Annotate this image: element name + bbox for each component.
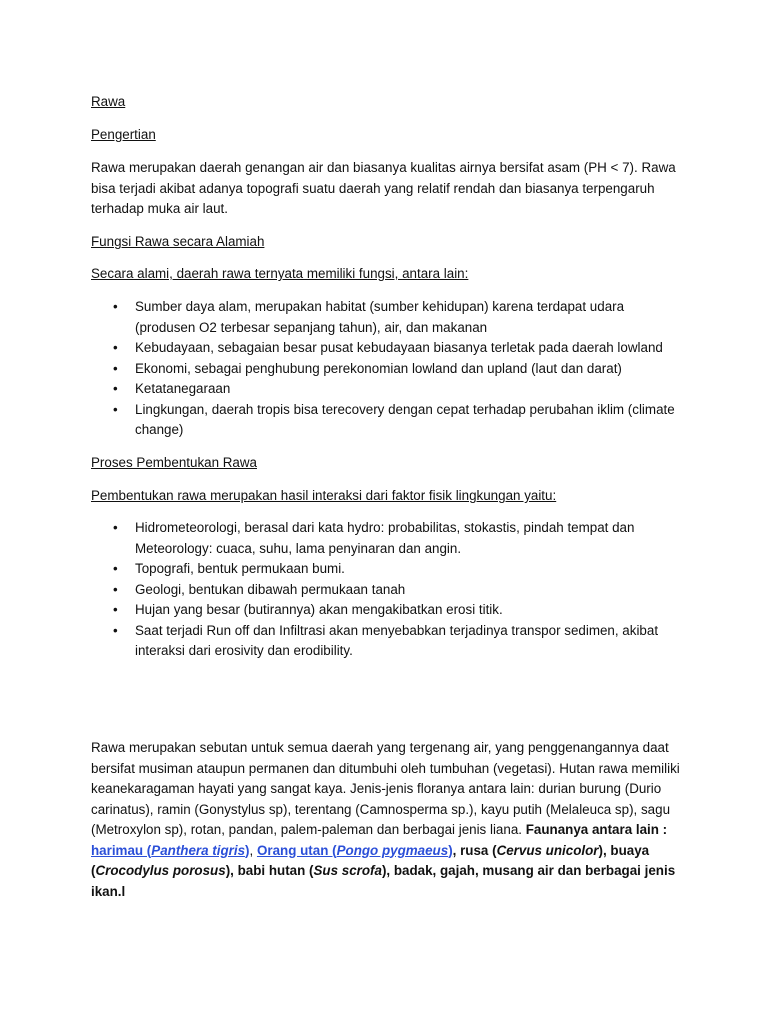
list-item: • Topografi, bentuk permukaan bumi. [91, 559, 681, 580]
bullet-icon: • [113, 340, 118, 355]
link-orang-utan[interactable]: Orang utan (Pongo pygmaeus) [256, 842, 453, 858]
list-item: • Saat terjadi Run off dan Infiltrasi akan menyebabkan terjadinya transpor sedimen, akibat interaksi dari erosivity dan erodibility. [113, 622, 659, 658]
bullet-icon: • [113, 602, 118, 617]
paragraph-rawa-hutan: Rawa merupakan sebutan untuk semua daerah yang tergenang air, yang penggenangannya daat bersifat musiman ataupun permanen dan ditumbuhi oleh tumbuhan (vegetasi). Hutan rawa memiliki keanekaragaman hayati yang sangat kaya. Jenis-jenis floranya antara lain: durian burung (Durio carinatus), ramin (Gonystylus sp), terentang (Camnosperma sp.), kayu putih (Melaleuca sp), sagu (Metroxylon sp), rotan, pandan, palem-paleman dan berbagai jenis liana. Faunanya antara lain : harimau (Panthera tigris), Orang utan (Pongo pygmaeus), rusa (Cervus unicolor), buaya (Crocodylus porosus), babi hutan (Sus scrofa), badak, gajah, musang air dan berbagai jenis ikan.l [91, 740, 680, 899]
subheading-proses: Pembentukan rawa merupakan hasil interaksi dari faktor fisik lingkungan yaitu: [91, 488, 557, 503]
heading-proses: Proses Pembentukan Rawa [91, 455, 257, 470]
bullet-icon: • [113, 381, 118, 396]
paragraph-pengertian: Rawa merupakan daerah genangan air dan biasanya kualitas airnya bersifat asam (PH < 7). Rawa bisa terjadi akibat adanya topografi suatu daerah yang relatif rendah dan biasanya terpengaruh terhadap muka air laut. [91, 160, 676, 216]
list-item: • Ketatanegaraan [91, 379, 681, 400]
document-title: Rawa [91, 94, 126, 109]
heading-fungsi: Fungsi Rawa secara Alamiah [91, 234, 265, 249]
list-item: • Kebudayaan, sebagaian besar pusat kebudayaan biasanya terletak pada daerah lowland [91, 338, 681, 359]
fauna-rest: , rusa (Cervus unicolor), buaya (Crocodylus porosus), babi hutan (Sus scrofa), badak, gajah, musang air dan berbagai jenis ikan.l [91, 842, 676, 899]
list-item: • Sumber daya alam, merupakan habitat (sumber kehidupan) karena terdapat udara (produsen O2 terbesar sepanjang tahun), air, dan makanan [113, 299, 625, 335]
paragraph-text: Rawa merupakan sebutan untuk semua daerah yang tergenang air, yang penggenangannya daat bersifat musiman ataupun permanen dan ditumbuhi oleh tumbuhan (vegetasi). Hutan rawa memiliki keanekaragaman hayati yang sangat kaya. Jenis-jenis floranya antara lain: durian burung (Durio carinatus), ramin (Gonystylus sp), terentang (Camnosperma sp.), kayu putih (Melaleuca sp), sagu (Metroxylon sp), rotan, pandan, palem-paleman dan berbagai jenis liana. [91, 740, 680, 837]
fauna-lead: Faunanya antara lain : [525, 822, 668, 837]
heading-pengertian: Pengertian [91, 127, 156, 142]
list-item: • Hujan yang besar (butirannya) akan mengakibatkan erosi titik. [91, 600, 681, 621]
subheading-fungsi: Secara alami, daerah rawa ternyata memiliki fungsi, antara lain: [91, 266, 469, 281]
bullet-icon: • [113, 581, 118, 597]
list-fungsi [91, 297, 681, 441]
bullet-icon: • [113, 401, 118, 417]
bullet-icon: • [113, 622, 118, 638]
bullet-icon: • [113, 360, 118, 376]
bullet-icon: • [113, 520, 118, 535]
list-item: • Geologi, bentukan dibawah permukaan tanah [91, 580, 681, 601]
link-harimau[interactable]: harimau (Panthera tigris) [91, 842, 250, 858]
list-item: • Hidrometeorologi, berasal dari kata hydro: probabilitas, stokastis, pindah tempat dan Meteorology: cuaca, suhu, lama penyinaran dan angin. [113, 520, 635, 556]
bullet-icon: • [113, 561, 118, 576]
list-item: • Ekonomi, sebagai penghubung perekonomian lowland dan upland (laut dan darat) [91, 359, 681, 380]
list-proses [91, 518, 681, 662]
bullet-icon: • [113, 299, 118, 314]
list-item: • Lingkungan, daerah tropis bisa terecovery dengan cepat terhadap perubahan iklim (climate change) [113, 401, 675, 437]
